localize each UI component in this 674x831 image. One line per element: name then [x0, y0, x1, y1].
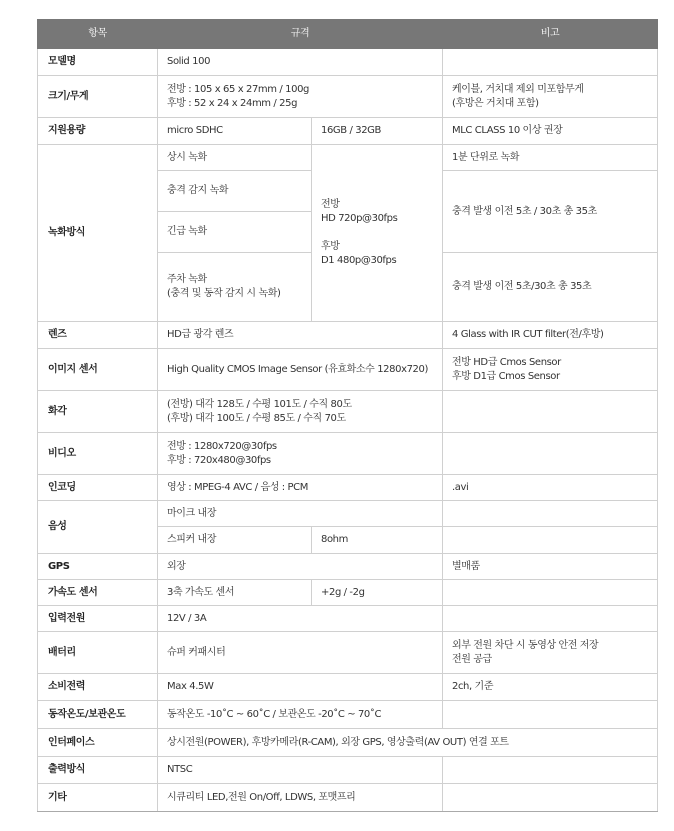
cell-spec-2: 16GB / 32GB	[312, 118, 443, 145]
spec-table	[37, 19, 658, 812]
cell-spec: 12V / 3A	[158, 606, 443, 632]
cell-note: MLC CLASS 10 이상 권장	[443, 118, 658, 145]
cell-note	[443, 527, 658, 554]
row-label: 입력전원	[38, 606, 158, 632]
cell-note	[443, 49, 658, 76]
cell-record-mode: 긴급 녹화	[158, 212, 312, 253]
table-row	[38, 145, 658, 171]
row-label: GPS	[38, 554, 158, 580]
cell-note	[443, 701, 658, 729]
row-label: 인코딩	[38, 475, 158, 501]
cell-spec: 스피커 내장	[158, 527, 312, 554]
cell-spec: 전방 : 1280x720@30fps 후방 : 720x480@30fps	[158, 433, 443, 475]
cell-note	[443, 433, 658, 475]
row-label: 지원용량	[38, 118, 158, 145]
cell-spec: HD급 광각 렌즈	[158, 322, 443, 349]
cell-note: 2ch, 기준	[443, 674, 658, 701]
table-row	[38, 674, 658, 701]
table-row	[38, 475, 658, 501]
row-label: 이미지 센서	[38, 349, 158, 391]
row-label: 소비전력	[38, 674, 158, 701]
table-row	[38, 501, 658, 527]
row-label: 기타	[38, 784, 158, 812]
table-row	[38, 118, 658, 145]
table-row	[38, 554, 658, 580]
cell-note: 충격 발생 이전 5초/30초 총 35초	[443, 253, 658, 322]
table-row	[38, 76, 658, 118]
row-label: 화각	[38, 391, 158, 433]
row-label: 크기/무게	[38, 76, 158, 118]
table-row	[38, 580, 658, 606]
cell-note: 전방 HD급 Cmos Sensor 후방 D1급 Cmos Sensor	[443, 349, 658, 391]
cell-spec: NTSC	[158, 757, 443, 784]
table-row	[38, 606, 658, 632]
cell-spec: 마이크 내장	[158, 501, 443, 527]
cell-spec: Solid 100	[158, 49, 443, 76]
table-row	[38, 391, 658, 433]
header-spec: 규격	[158, 20, 443, 49]
cell-note	[443, 784, 658, 812]
row-label: 가속도 센서	[38, 580, 158, 606]
cell-note: 4 Glass with IR CUT filter(전/후방)	[443, 322, 658, 349]
cell-record-mode: 상시 녹화	[158, 145, 312, 171]
cell-spec-2: 8ohm	[312, 527, 443, 554]
header-note: 비고	[443, 20, 658, 49]
cell-note: 외부 전원 차단 시 동영상 안전 저장 전원 공급	[443, 632, 658, 674]
header-item: 항목	[38, 20, 158, 49]
table-row	[38, 433, 658, 475]
table-row	[38, 322, 658, 349]
row-label: 출력방식	[38, 757, 158, 784]
cell-spec: 3축 가속도 센서	[158, 580, 312, 606]
row-label: 배터리	[38, 632, 158, 674]
table-row	[38, 632, 658, 674]
cell-spec: micro SDHC	[158, 118, 312, 145]
table-row	[38, 349, 658, 391]
cell-note: 1분 단위로 녹화	[443, 145, 658, 171]
table-header-row	[38, 20, 658, 49]
table-row	[38, 729, 658, 757]
cell-spec: Max 4.5W	[158, 674, 443, 701]
cell-spec: 영상 : MPEG-4 AVC / 음성 : PCM	[158, 475, 443, 501]
cell-note	[443, 606, 658, 632]
cell-spec: High Quality CMOS Image Sensor (유효화소수 1280x720)	[158, 349, 443, 391]
cell-spec: (전방) 대각 128도 / 수평 101도 / 수직 80도 (후방) 대각 100도 / 수평 85도 / 수직 70도	[158, 391, 443, 433]
cell-spec: 동작온도 -10˚C ~ 60˚C / 보관온도 -20˚C ~ 70˚C	[158, 701, 443, 729]
row-label: 렌즈	[38, 322, 158, 349]
cell-note: 케이블, 거치대 제외 미포함무게 (후방은 거치대 포함)	[443, 76, 658, 118]
cell-note: 별매품	[443, 554, 658, 580]
row-label: 인터페이스	[38, 729, 158, 757]
cell-spec: 시큐리티 LED,전원 On/Off, LDWS, 포맷프리	[158, 784, 443, 812]
table-row	[38, 701, 658, 729]
cell-note	[443, 580, 658, 606]
row-label: 음성	[38, 501, 158, 554]
cell-record-mode: 충격 감지 녹화	[158, 171, 312, 212]
cell-spec: 전방 : 105 x 65 x 27mm / 100g 후방 : 52 x 24 x 24mm / 25g	[158, 76, 443, 118]
cell-spec-2: +2g / -2g	[312, 580, 443, 606]
cell-note	[443, 391, 658, 433]
row-label: 동작온도/보관온도	[38, 701, 158, 729]
cell-record-resolution: 전방 HD 720p@30fps 후방 D1 480p@30fps	[312, 145, 443, 322]
table-row	[38, 49, 658, 76]
cell-note: .avi	[443, 475, 658, 501]
row-label: 녹화방식	[38, 145, 158, 322]
cell-spec: 슈퍼 커패시터	[158, 632, 443, 674]
row-label: 모델명	[38, 49, 158, 76]
cell-spec: 상시전원(POWER), 후방카메라(R-CAM), 외장 GPS, 영상출력(AV OUT) 연결 포트	[158, 729, 658, 757]
row-label: 비디오	[38, 433, 158, 475]
cell-note	[443, 501, 658, 527]
table-row	[38, 784, 658, 812]
cell-note: 충격 발생 이전 5초 / 30초 총 35초	[443, 171, 658, 253]
cell-spec: 외장	[158, 554, 443, 580]
cell-record-mode: 주차 녹화 (충격 및 동작 감지 시 녹화)	[158, 253, 312, 322]
table-row	[38, 757, 658, 784]
cell-note	[443, 757, 658, 784]
